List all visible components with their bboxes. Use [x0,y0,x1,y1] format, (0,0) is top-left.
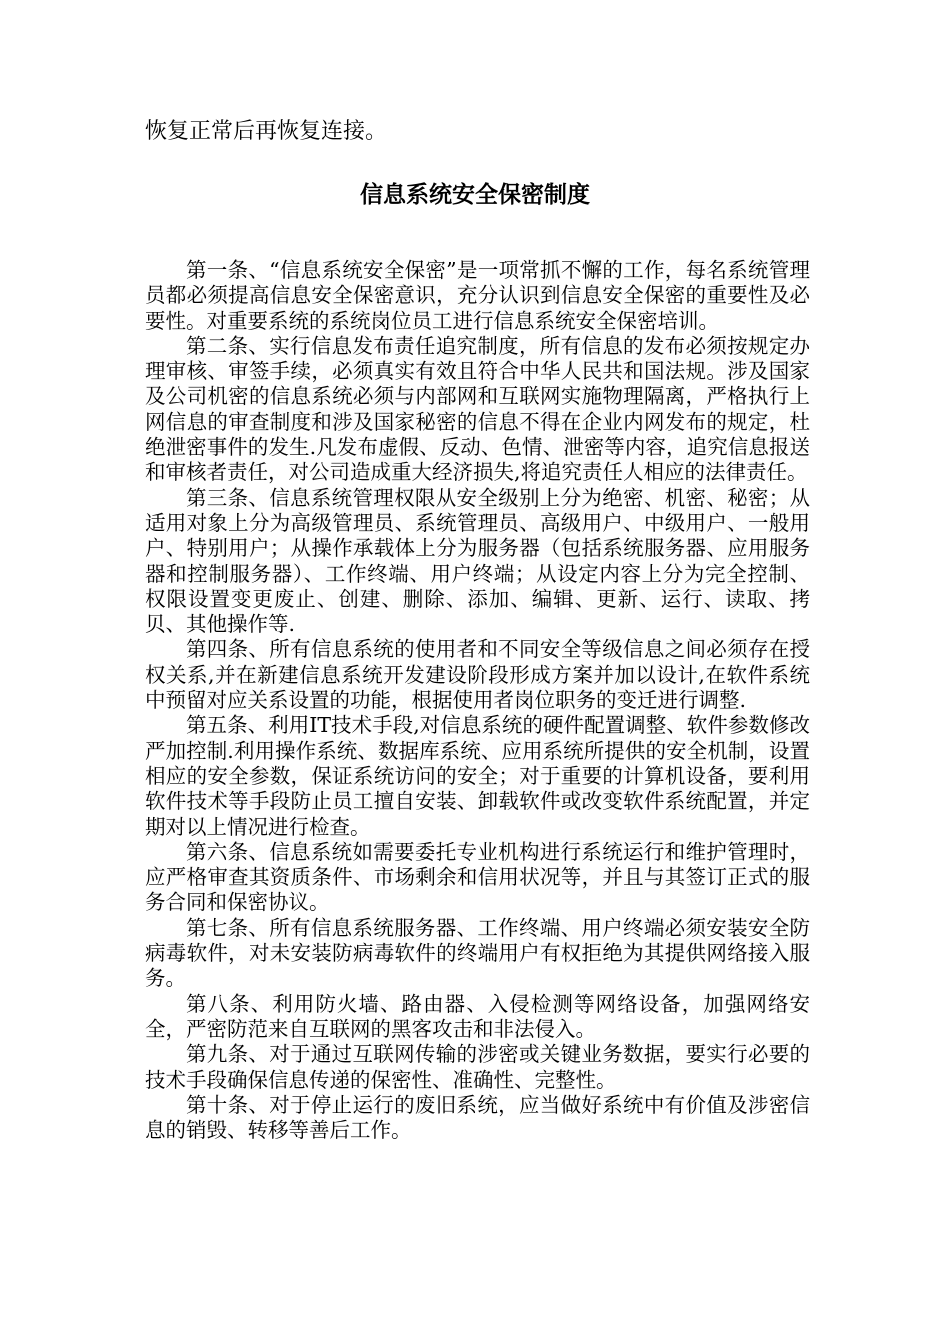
article-9: 第九条、对于通过互联网传输的涉密或关键业务数据，要实行必要的技术手段确保信息传递的保密性、准确性、完整性。 [145,1042,810,1092]
article-4: 第四条、所有信息系统的使用者和不同安全等级信息之间必须存在授权关系,并在新建信息系统开发建设阶段形成方案并加以设计,在软件系统中预留对应关系设置的功能，根据使用者岗位职务的变迁进行调整. [145,637,810,713]
article-6: 第六条、信息系统如需要委托专业机构进行系统运行和维护管理时，应严格审查其资质条件、市场剩余和信用状况等，并且与其签订正式的服务合同和保密协议。 [145,839,810,915]
continued-text: 恢复正常后再恢复连接。 [145,119,388,144]
document-body [145,258,810,1143]
article-10: 第十条、对于停止运行的废旧系统，应当做好系统中有价值及涉密信息的销毁、转移等善后工作。 [145,1092,810,1143]
article-5: 第五条、利用IT技术手段,对信息系统的硬件配置调整、软件参数修改严加控制.利用操作系统、数据库系统、应用系统所提供的安全机制，设置相应的安全参数，保证系统访问的安全；对于重要的计算机设备，要利用软件技术等手段防止员工擅自安装、卸载软件或改变软件系统配置，并定期对以上情况进行检查。 [145,713,810,839]
article-1: 第一条、“信息系统安全保密”是一项常抓不懈的工作，每名系统管理员都必须提高信息安全保密意识，充分认识到信息安全保密的重要性及必要性。对重要系统的系统岗位员工进行信息系统安全保密培训。 [145,258,810,333]
article-7: 第七条、所有信息系统服务器、工作终端、用户终端必须安装安全防病毒软件，对未安装防病毒软件的终端用户有权拒绝为其提供网络接入服务。 [145,915,810,991]
document-title: 信息系统安全保密制度 [360,182,590,208]
article-3: 第三条、信息系统管理权限从安全级别上分为绝密、机密、秘密；从适用对象上分为高级管理员、系统管理员、高级用户、中级用户、一般用户、特别用户；从操作承载体上分为服务器（包括系统服务器、应用服务器和控制服务器）、工作终端、用户终端；从设定内容上分为完全控制、权限设置变更废止、创建、删除、添加、编辑、更新、运行、读取、拷贝、其他操作等. [145,485,810,637]
article-8: 第八条、利用防火墙、路由器、入侵检测等网络设备，加强网络安全，严密防范来自互联网的黑客攻击和非法侵入。 [145,991,810,1041]
article-2: 第二条、实行信息发布责任追究制度，所有信息的发布必须按规定办理审核、审签手续，必须真实有效且符合中华人民共和国法规。涉及国家及公司机密的信息系统必须与内部网和互联网实施物理隔离，严格执行上网信息的审查制度和涉及国家秘密的信息不得在企业内网发布的规定，杜绝泄密事件的发生.凡发布虚假、反动、色情、泄密等内容，追究信息报送和审核者责任，对公司造成重大经济损失,将追究责任人相应的法律责任。 [145,333,810,485]
